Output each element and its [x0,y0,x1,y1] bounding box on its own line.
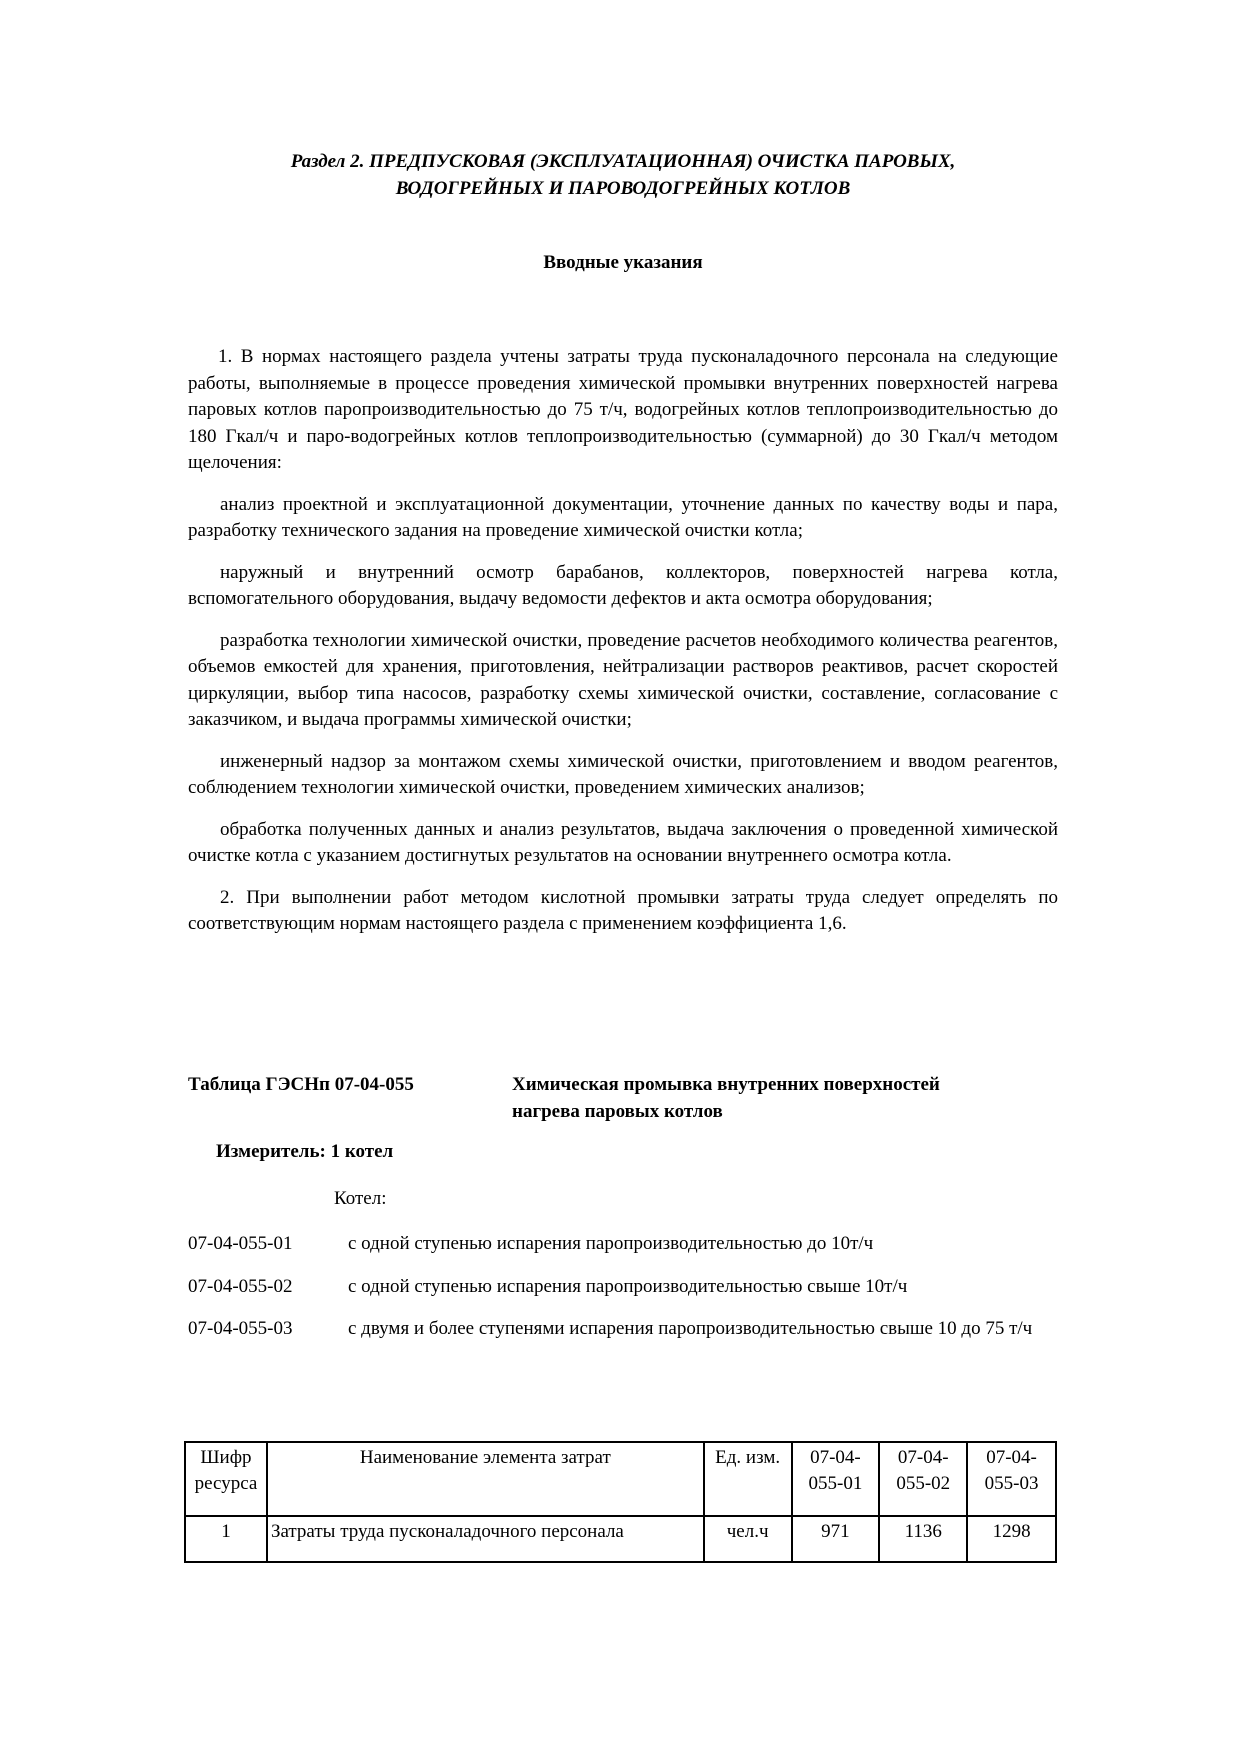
paragraph-5: инженерный надзор за монтажом схемы химической очистки, приготовлением и вводом реагентов, соблюдением технологии химической очистки, проведением химических анализов; [188,750,1058,798]
header-cell: Ед. изм. [704,1442,792,1516]
table-cell: 1298 [967,1516,1056,1562]
costs-table [184,1441,1057,1563]
table-cell: 1136 [879,1516,967,1562]
table-cell: чел.ч [704,1516,792,1562]
variant-desc: с двумя и более ступенями испарения паропроизводительностью свыше 10 до 75 т/ч [348,1318,1033,1339]
variant-item [188,1274,1058,1301]
variant-code: 07-04-055-03 [188,1318,293,1339]
variant-desc: с одной ступенью испарения паропроизводительностью свыше 10т/ч [348,1275,908,1297]
header-cell: 07-04-055-03 [967,1442,1056,1516]
paragraph-1: 1. В нормах настоящего раздела учтены затраты труда пусконаладочного персонала на следующие работы, выполняемые в процессе проведения химической промывки внутренних поверхностей нагрева паровых котлов паропроизводительностью до 75 т/ч, водогрейных котлов теплопроизводительностью до 180 Гкал/ч и паро-водогрейных котлов теплопроизводительностью (суммарной) до 30 Гкал/ч методом щелочения: [188,346,1058,473]
header-cell: Шифр ресурса [185,1442,267,1516]
variant-item [188,1231,1058,1258]
variant-list [188,1231,1058,1359]
boiler-label: Котел: [334,1188,387,1209]
table-name: Химическая промывка внутренних поверхностей нагрева паровых котлов [512,1074,940,1122]
variant-item [188,1316,1058,1343]
section-title-line-1: Раздел 2. ПРЕДПУСКОВАЯ (ЭКСПЛУАТАЦИОННАЯ) ОЧИСТКА ПАРОВЫХ, [290,151,956,172]
variant-desc: с одной ступенью испарения паропроизводительностью до 10т/ч [348,1233,874,1254]
paragraph-6: обработка полученных данных и анализ результатов, выдача заключения о проведенной химической очистке котла с указанием достигнутых результатов на основании внутреннего осмотра котла. [188,818,1058,866]
paragraph-2: анализ проектной и эксплуатационной документации, уточнение данных по качеству воды и пара, разработку технического задания на проведение химической очистки котла; [188,493,1058,541]
table-row [185,1516,1056,1562]
table-cell: 1 [185,1516,267,1562]
header-cell: 07-04-055-02 [879,1442,967,1516]
paragraph-3: наружный и внутренний осмотр барабанов, коллекторов, поверхностей нагрева котла, вспомогательного оборудования, выдачу ведомости дефектов и акта осмотра оборудования; [188,561,1058,609]
table-header-row [185,1442,1056,1516]
variant-code: 07-04-055-01 [188,1233,293,1254]
section-title [188,148,1058,202]
paragraph-4: разработка технологии химической очистки, проведение расчетов необходимого количества реагентов, объемов емкостей для хранения, приготовления, нейтрализации растворов реактивов, расчет скоростей циркуляции, выбор типа насосов, разработку схемы химической очистки, составление, согласование с заказчиком, и выдача программы химической очистки; [188,629,1058,730]
section-title-line-2: ВОДОГРЕЙНЫХ И ПАРОВОДОГРЕЙНЫХ КОТЛОВ [395,178,851,199]
variant-code: 07-04-055-02 [188,1275,293,1297]
table-cell: 971 [792,1516,880,1562]
header-cell: Наименование элемента затрат [267,1442,704,1516]
intro-text [188,344,1058,953]
paragraph-7: 2. При выполнении работ методом кислотной промывки затраты труда следует определять по соответствующим нормам настоящего раздела с применением коэффициента 1,6. [188,886,1058,934]
table-cell: Затраты труда пусконаладочного персонала [267,1516,704,1562]
table-label: Таблица ГЭСНп 07-04-055 [188,1074,414,1095]
intro-heading: Вводные указания [543,252,703,273]
meter-label: Измеритель: 1 котел [216,1141,394,1162]
header-cell: 07-04-055-01 [792,1442,880,1516]
